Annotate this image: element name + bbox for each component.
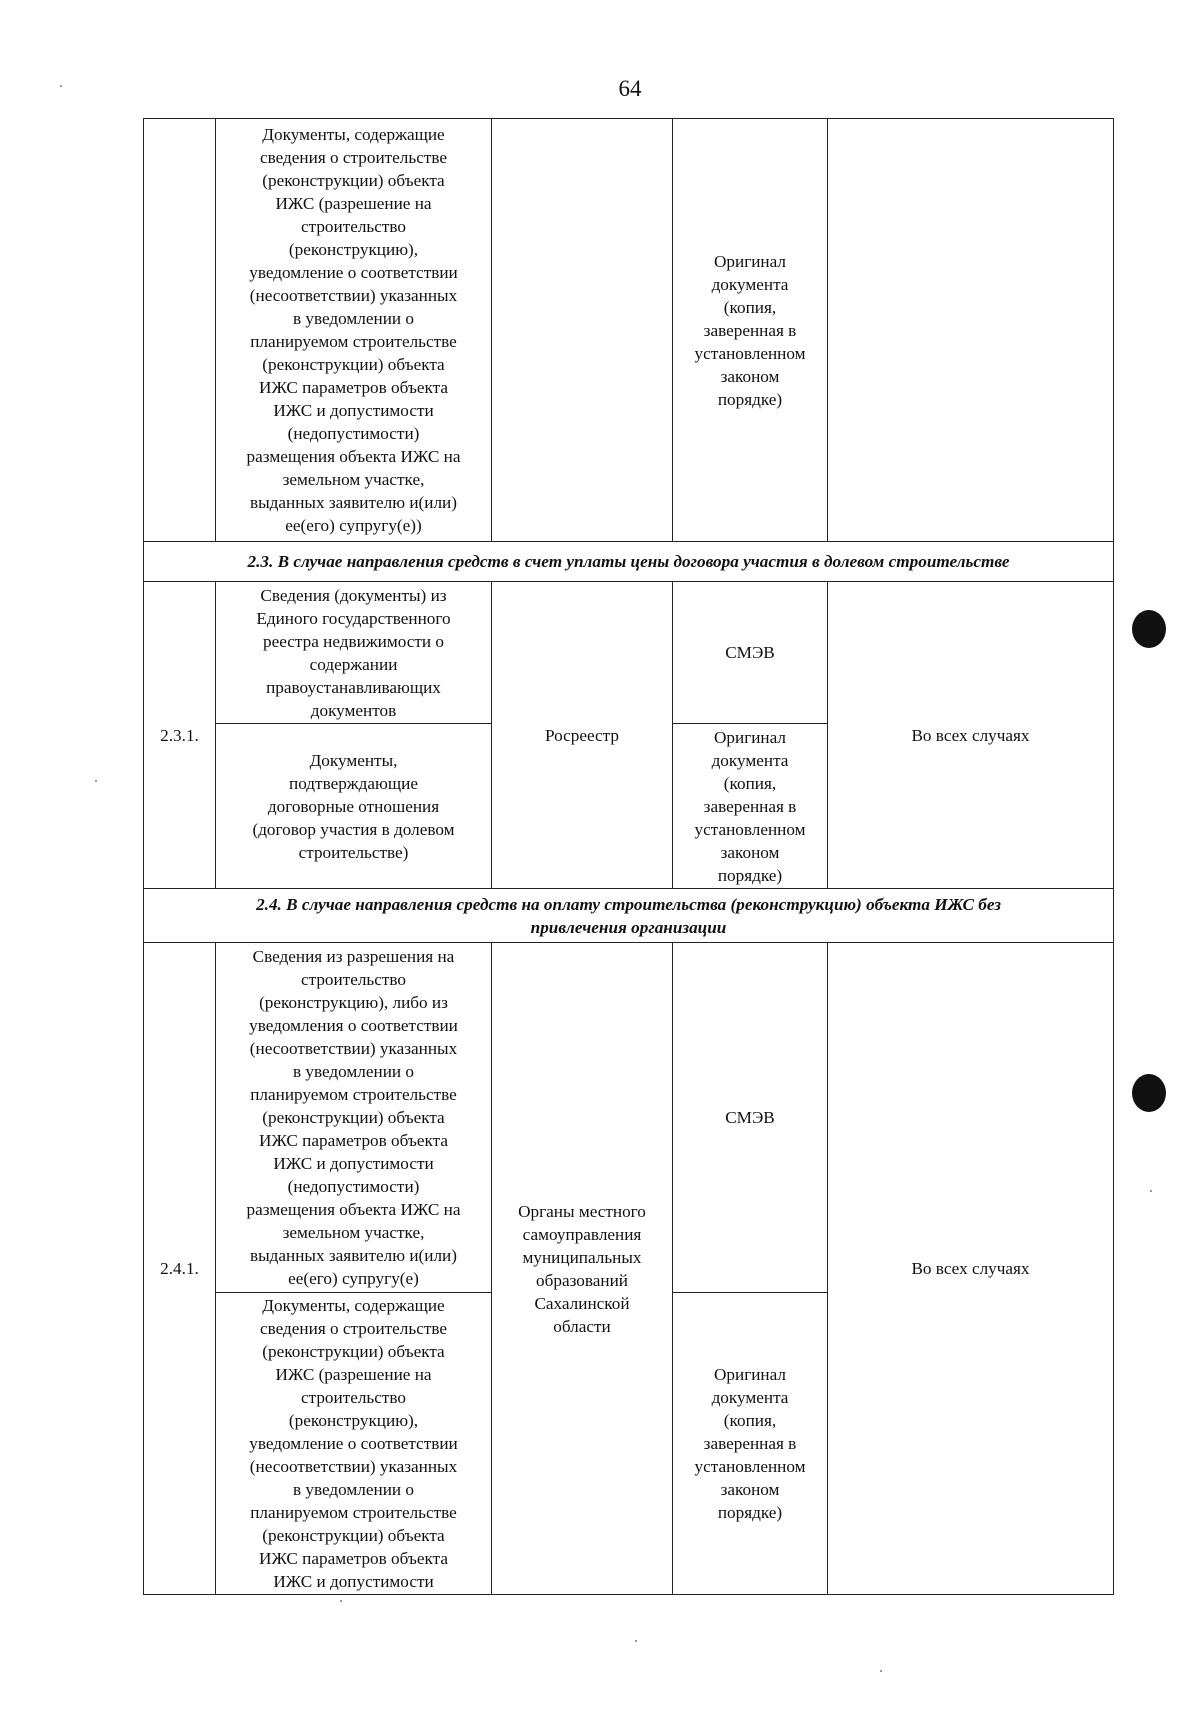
text-line: строительстве) [298,842,409,862]
form-cell-2-3-1-a: СМЭВ [673,582,828,724]
text-line: (договор участия в долевом [252,819,455,839]
text-line: ИЖС параметров объекта [259,378,448,397]
text-line: (реконструкции) объекта [262,355,445,374]
text-line: уведомления о соответствии [249,1016,458,1035]
condition-cell [828,119,1114,542]
text-line: размещения объекта ИЖС на [246,447,461,466]
text-line: подтверждающие [289,773,418,793]
text-line: Сахалинской [534,1293,630,1313]
text-line: земельном участке, [282,470,425,489]
text-line: законом [720,1480,780,1499]
text-line: (копия, [723,1411,777,1430]
text-line: (реконструкцию), либо из [259,993,448,1012]
text-line: планируемом строительстве [250,1503,457,1522]
source-cell-2-4-1 [492,943,673,1595]
text-line: Оригинал [713,251,786,271]
table-row-2-3-1 [144,582,1114,724]
text-line: ИЖС и допустимости [273,401,434,420]
text-line: (несоответствии) указанных [249,1039,458,1058]
text-line: установленном [694,1457,806,1476]
documents-table [143,118,1114,1595]
text-line: ее(его) супругу(е)) [285,516,422,535]
text-line: заверенная в [703,796,797,816]
row-number-2-4-1: 2.4.1. [144,943,216,1595]
text-line: планируемом строительстве [250,332,457,351]
scan-speck [880,1670,882,1672]
text-line: ИЖС и допустимости [273,1154,434,1173]
text-line: (реконструкции) объекта [262,1526,445,1545]
text-line: строительство [300,1388,407,1407]
text-line: заверенная в [703,320,797,340]
text-line: правоустанавливающих [266,677,441,697]
text-line: строительство [300,217,407,236]
form-cell-2-3-1-b [673,724,828,889]
scan-speck [340,1600,342,1602]
text-line: (реконструкцию), [288,1411,419,1430]
text-line: документа [711,1388,789,1407]
form-cell-2-4-1-a: СМЭВ [673,943,828,1293]
text-line: области [553,1316,611,1336]
text-line: документа [711,750,789,770]
text-line: порядке) [717,389,783,409]
text-line: муниципальных [522,1247,642,1267]
text-line: (реконструкции) объекта [262,171,445,190]
text-line: ИЖС параметров объекта [259,1549,448,1568]
table-row-2-4-1 [144,943,1114,1293]
text-line: Органы местного [518,1201,646,1221]
text-line: привлечения организации [530,917,727,937]
source-cell [492,119,673,542]
text-line: сведения о строительстве [260,148,447,167]
text-line: Оригинал [713,727,786,747]
document-cell-2-3-1-b [216,724,492,889]
text-line: содержании [309,654,398,674]
text-line: порядке) [717,865,783,885]
text-line: самоуправления [522,1224,642,1244]
text-line: (несоответствии) указанных [249,1457,458,1476]
text-line: уведомление о соответствии [249,263,458,282]
text-line: (копия, [723,297,777,317]
text-line: Единого государственного [256,608,451,628]
row-number-cell [144,119,216,542]
text-line: документа [711,274,789,294]
source-cell-2-3-1: Росреестр [492,582,673,889]
text-line: Документы, содержащие [262,125,445,144]
text-line: заверенная в [703,1434,797,1453]
text-line: в уведомлении о [292,309,414,328]
section-header-2-3 [144,542,1114,582]
text-line: (несоответствии) указанных [249,286,458,305]
text-line: (копия, [723,773,777,793]
text-line: установленном [694,819,806,839]
document-cell-2-4-1-b [216,1293,492,1595]
text-line: ее(его) супругу(е) [288,1269,419,1288]
text-line: (реконструкцию), [288,240,419,259]
text-line: уведомление о соответствии [249,1434,458,1453]
text-line: в уведомлении о [292,1062,414,1081]
text-line: документов [310,700,397,720]
row-number-2-3-1: 2.3.1. [144,582,216,889]
text-line: законом [720,842,780,862]
section-header-2-4 [144,889,1114,943]
text-line: (реконструкции) объекта [262,1108,445,1127]
text-line: Документы, содержащие [262,1296,445,1315]
text-line: реестра недвижимости о [262,631,444,651]
document-cell-2-3-1-a [216,582,492,724]
text-line: (недопустимости) [287,424,420,443]
text-line: Оригинал [713,1365,786,1384]
scan-speck [95,780,97,782]
section-title-2-3: 2.3. В случае направления средств в счет уплаты цены договора участия в долевом строительстве [144,542,1114,582]
text-line: ИЖС (разрешение на [275,1365,432,1384]
text-line: (недопустимости) [287,1177,420,1196]
form-cell-2-4-1-b [673,1293,828,1595]
text-line: в уведомлении о [292,1480,414,1499]
text-line: договорные отношения [267,796,440,816]
text-line: Документы, [309,750,398,770]
condition-cell-2-4-1: Во всех случаях [828,943,1114,1595]
text-line: 2.4. В случае направления средств на оплату строительства (реконструкцию) объекта ИЖС без [256,894,1001,914]
text-line: Сведения (документы) из [260,585,447,605]
text-line: (реконструкции) объекта [262,1342,445,1361]
table-row-continuation [144,119,1114,542]
page-number: 64 [618,76,642,101]
text-line: сведения о строительстве [260,1319,447,1338]
text-line: земельном участке, [282,1223,425,1242]
punch-hole-mark [1132,1074,1166,1112]
document-cell-2-4-1-a [216,943,492,1293]
text-line: ИЖС и допустимости [273,1572,434,1591]
text-line: порядке) [717,1503,783,1522]
form-cell [673,119,828,542]
text-line: ИЖС параметров объекта [259,1131,448,1150]
text-line: размещения объекта ИЖС на [246,1200,461,1219]
text-line: образований [536,1270,628,1290]
condition-cell-2-3-1: Во всех случаях [828,582,1114,889]
scan-speck [635,1640,637,1642]
section-title-2-4 [144,889,1114,943]
text-line: Сведения из разрешения на [252,947,455,966]
punch-hole-mark [1132,610,1166,648]
text-line: установленном [694,343,806,363]
document-cell [216,119,492,542]
scan-speck [60,85,62,87]
text-line: ИЖС (разрешение на [275,194,432,213]
text-line: выданных заявителю и(или) [250,1246,457,1265]
text-line: строительство [300,970,407,989]
text-line: планируемом строительстве [250,1085,457,1104]
text-line: законом [720,366,780,386]
text-line: выданных заявителю и(или) [250,493,457,512]
scan-speck [1150,1190,1152,1192]
